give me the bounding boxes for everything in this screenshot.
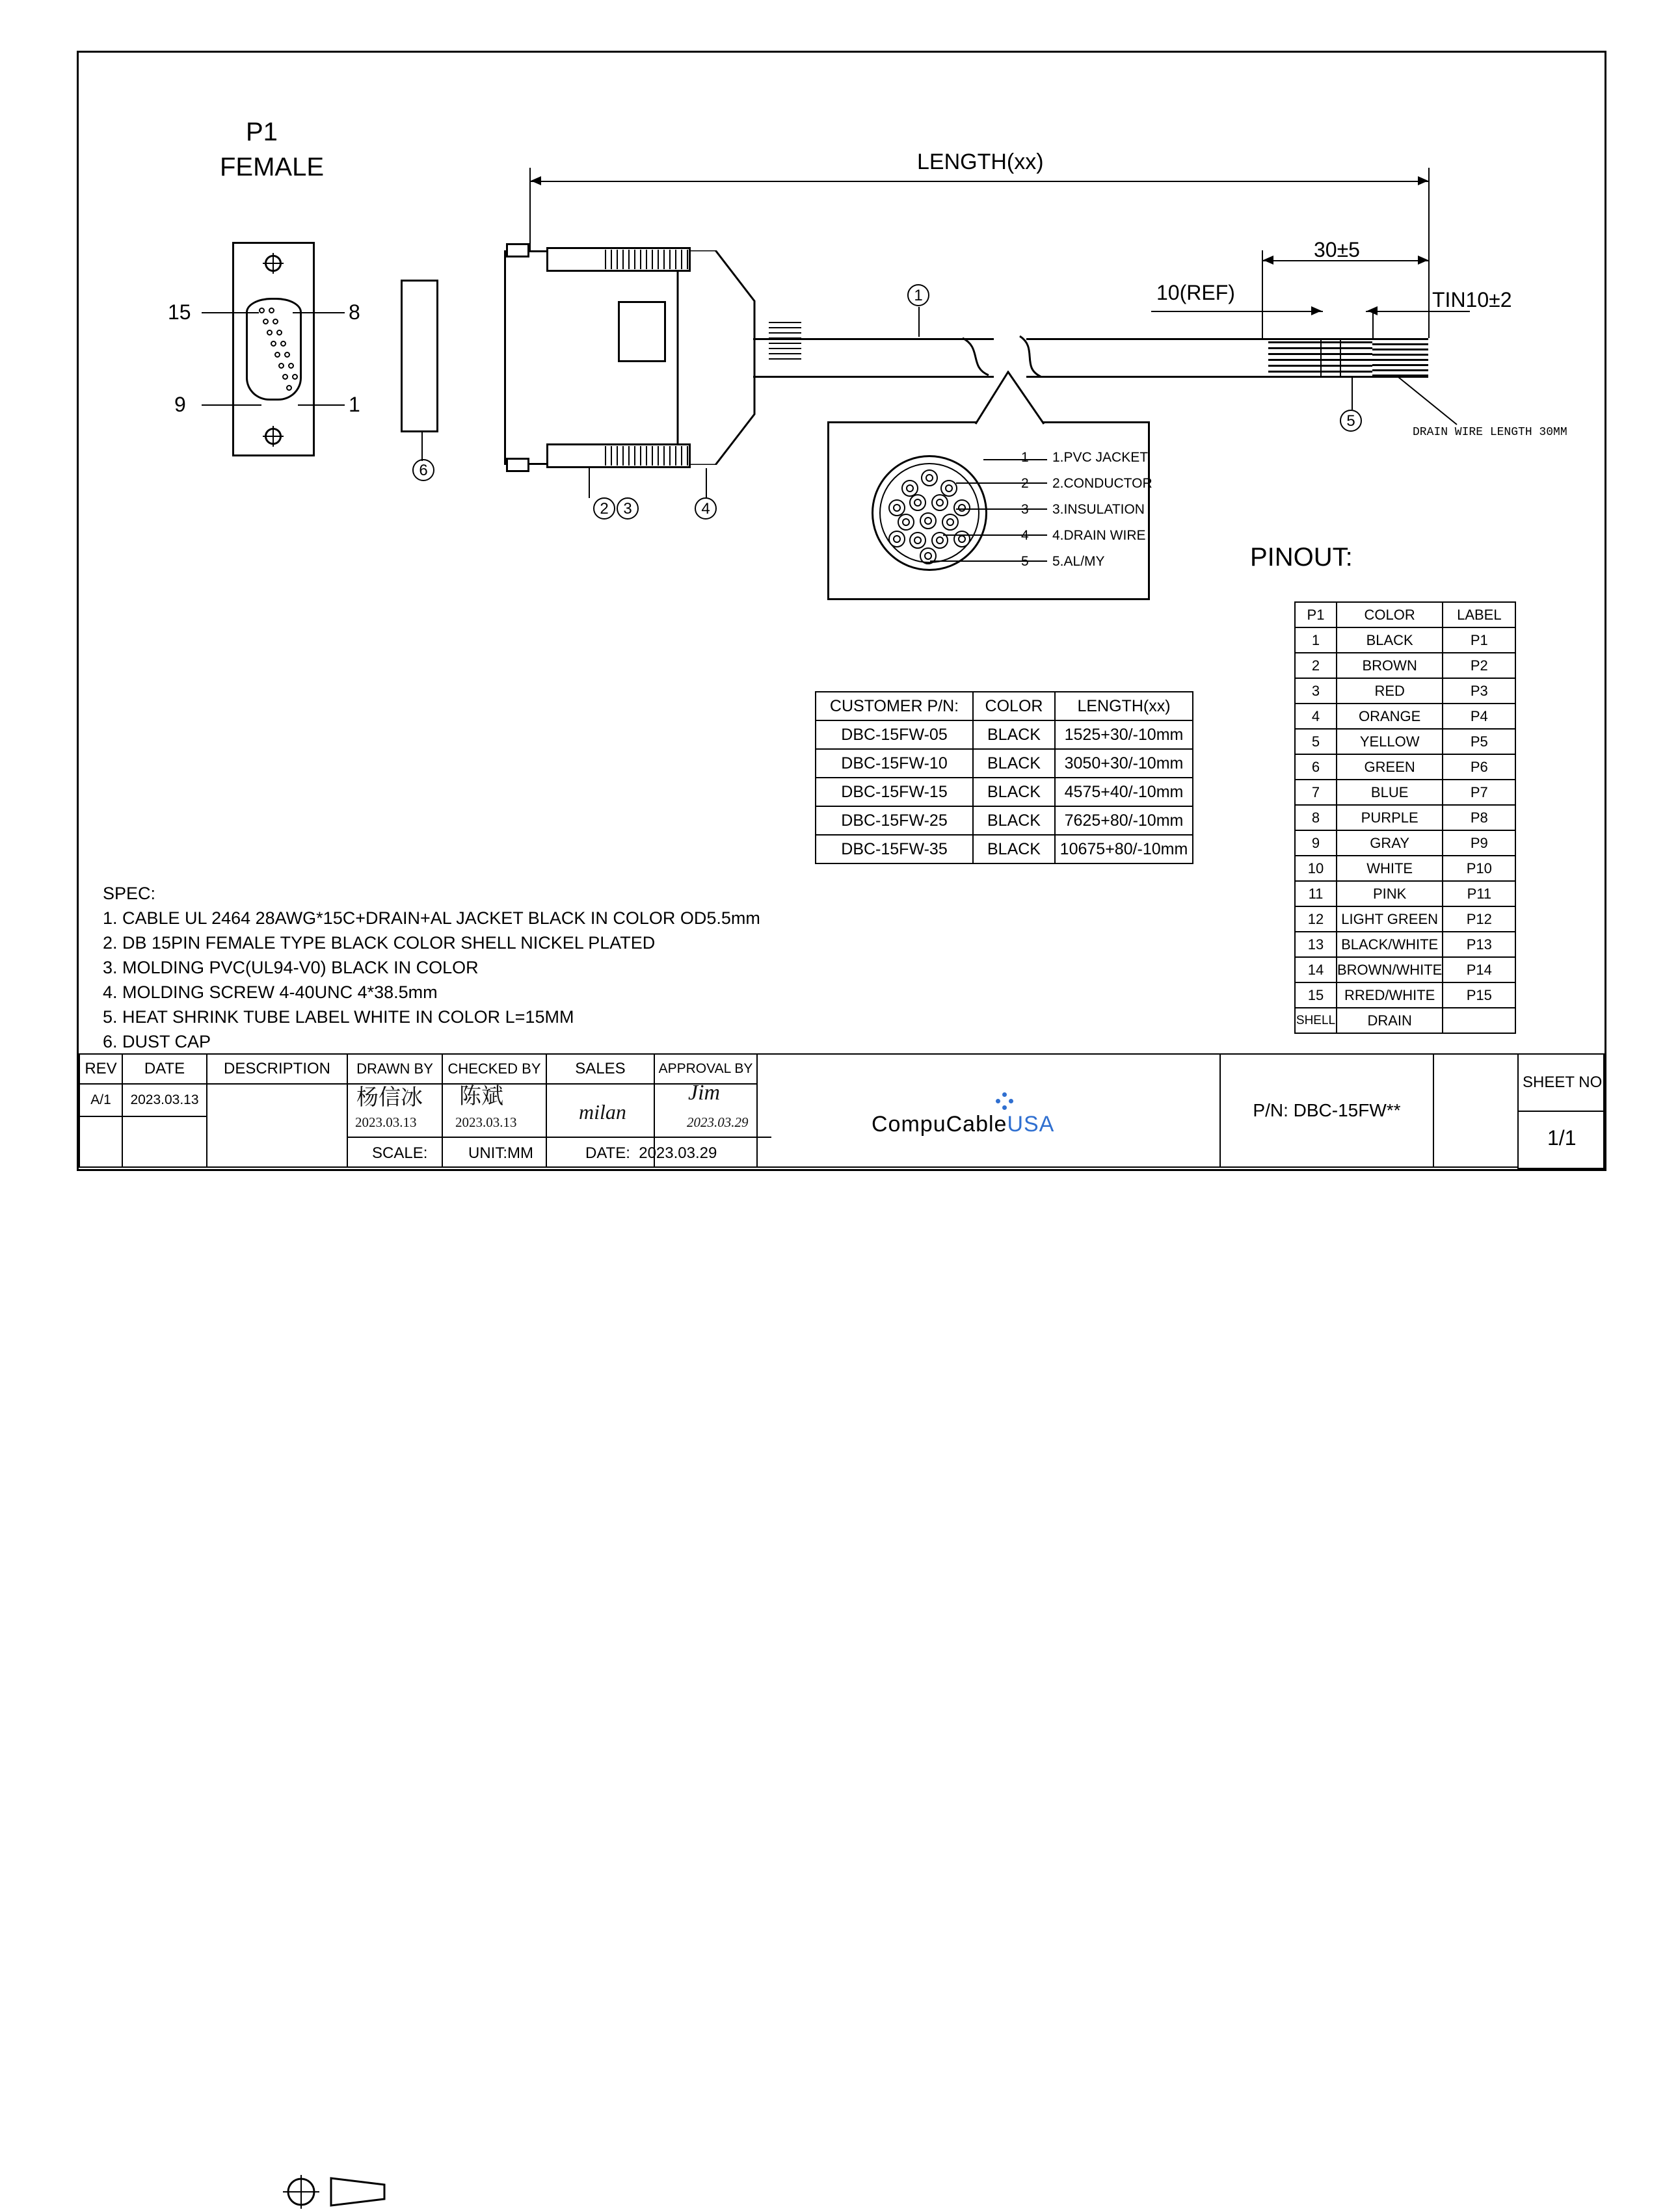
spec-line-4: 4. MOLDING SCREW 4-40UNC 4*38.5mm <box>103 982 438 1002</box>
hood-taper <box>676 250 826 465</box>
cell-color: BLUE <box>1337 780 1443 805</box>
cell-pin: 4 <box>1295 704 1337 729</box>
tb-part-number: P/N: DBC-15FW** <box>1219 1053 1434 1168</box>
cell-length: 1525+30/-10mm <box>1055 720 1193 749</box>
signature-checked-date: 2023.03.13 <box>455 1114 517 1130</box>
xsec-leader-1 <box>983 459 1047 460</box>
balloon-2: 2 <box>593 497 615 520</box>
cell-label: P13 <box>1443 932 1515 957</box>
tb-description-value <box>206 1083 348 1168</box>
cell-pn: DBC-15FW-05 <box>816 720 973 749</box>
spec-block <box>103 881 760 1054</box>
cell-color: GREEN <box>1337 754 1443 780</box>
table-row <box>1295 653 1515 678</box>
dim30-arrow-right <box>1418 256 1428 265</box>
cell-pn: DBC-15FW-10 <box>816 749 973 778</box>
th-length: LENGTH(xx) <box>1055 692 1193 720</box>
screw-hole-top <box>265 255 282 272</box>
cell-pin: 3 <box>1295 678 1337 704</box>
drain-wire-note: DRAIN WIRE LENGTH 30MM <box>1413 426 1567 439</box>
xsec-leader-3 <box>956 508 1047 510</box>
company-logo-suffix: USA <box>1007 1112 1055 1137</box>
cell-color: RED <box>1337 678 1443 704</box>
projection-symbol-icon <box>280 2172 417 2212</box>
th-label: LABEL <box>1443 602 1515 627</box>
pinout-table <box>1294 601 1516 1034</box>
cell-label: P1 <box>1443 627 1515 653</box>
balloon-leader-4 <box>706 468 707 498</box>
cell-color: GRAY <box>1337 830 1443 856</box>
spec-line-6: 6. DUST CAP <box>103 1032 211 1051</box>
cell-color: PINK <box>1337 881 1443 906</box>
cell-pn: DBC-15FW-15 <box>816 778 973 806</box>
cross-section-callout <box>937 371 1067 426</box>
tb-header-rev: REV <box>79 1053 123 1085</box>
table-row <box>816 806 1193 835</box>
cell-color: BROWN <box>1337 653 1443 678</box>
cell-pin: 12 <box>1295 906 1337 932</box>
pin-label-15: 15 <box>168 300 191 324</box>
signature-drawn: 杨信冰 <box>356 1086 423 1110</box>
tb-header-sales: SALES <box>546 1053 655 1085</box>
table-row <box>1295 754 1515 780</box>
balloon-1-leader <box>918 307 920 337</box>
balloon-3: 3 <box>617 497 639 520</box>
signature-sales: milan <box>579 1100 626 1124</box>
balloon-4: 4 <box>695 497 717 520</box>
tin-tip <box>1372 338 1428 376</box>
tin-ext <box>1372 311 1374 339</box>
screw-top-thread <box>605 250 688 269</box>
pin-label-9: 9 <box>174 393 186 416</box>
spec-line-2: 2. DB 15PIN FEMALE TYPE BLACK COLOR SHELL NICKEL PLATED <box>103 933 656 953</box>
pin-label-1: 1 <box>349 393 360 416</box>
cell-pin: 2 <box>1295 653 1337 678</box>
table-row <box>816 720 1193 749</box>
tb-bottom-divider <box>347 1137 771 1138</box>
table-row <box>1295 627 1515 653</box>
connector-title-p1: P1 <box>246 118 278 146</box>
cell-label: P14 <box>1443 957 1515 982</box>
table-row <box>1295 729 1515 754</box>
cell-color: BLACK <box>973 778 1055 806</box>
right-cable-bottom <box>1026 376 1428 378</box>
cell-color: BLACK <box>973 835 1055 863</box>
strip-line-1 <box>1320 338 1322 376</box>
spec-line-1: 1. CABLE UL 2464 28AWG*15C+DRAIN+AL JACKET BLACK IN COLOR OD5.5mm <box>103 908 760 928</box>
lead-15 <box>202 312 259 313</box>
dim-10-ref: 10(REF) <box>1156 281 1235 304</box>
dim-tin: TIN10±2 <box>1432 288 1512 311</box>
cell-color: BROWN/WHITE <box>1337 957 1443 982</box>
screw-hole-bottom <box>265 428 282 445</box>
balloon-5: 5 <box>1340 410 1362 432</box>
cell-color: BLACK <box>973 749 1055 778</box>
cell-pin: SHELL <box>1295 1008 1337 1033</box>
lead-8 <box>293 312 345 313</box>
spec-line-5: 5. HEAT SHRINK TUBE LABEL WHITE IN COLOR L=15MM <box>103 1007 574 1027</box>
cell-label: P12 <box>1443 906 1515 932</box>
table-row <box>816 749 1193 778</box>
cell-color: YELLOW <box>1337 729 1443 754</box>
table-header-row <box>816 692 1193 720</box>
cell-color: LIGHT GREEN <box>1337 906 1443 932</box>
right-cable-top <box>1026 338 1428 340</box>
lead-1 <box>298 404 345 406</box>
table-row <box>1295 830 1515 856</box>
dust-cap-leader <box>421 432 423 461</box>
signature-approval: Jim <box>688 1081 721 1105</box>
table-row <box>1295 678 1515 704</box>
cell-label: P6 <box>1443 754 1515 780</box>
xsec-leader-2 <box>956 482 1047 484</box>
cell-pin: 5 <box>1295 729 1337 754</box>
length-arrow-right <box>1418 176 1428 185</box>
signature-drawn-date: 2023.03.13 <box>355 1114 417 1130</box>
cell-label: P2 <box>1443 653 1515 678</box>
tb-header-drawn-by: DRAWN BY <box>347 1053 443 1085</box>
table-row <box>1295 932 1515 957</box>
cell-label: P11 <box>1443 881 1515 906</box>
cell-label: P7 <box>1443 780 1515 805</box>
cell-color: BLACK <box>1337 627 1443 653</box>
tb-date-label: DATE: 2023.03.29 <box>585 1144 717 1162</box>
dim10-line <box>1151 311 1323 312</box>
tb-rev-value: A/1 <box>79 1083 123 1117</box>
table-row <box>1295 856 1515 881</box>
table-row <box>1295 704 1515 729</box>
cell-color: BLACK <box>973 806 1055 835</box>
signature-approval-date: 2023.03.29 <box>687 1114 749 1130</box>
drawing-sheet: P1 FEMALE 15 8 9 1 6 2 3 4 1 LENGTH(xx) 30±5 10(REF) TIN10±2 5 DRAIN WIRE LENGTH 30MM 1 1.PVC JACKET 2 2.CONDUCTOR 3 3.INSULATION 4 4.DRAIN WIRE 5 5.AL/MY CUSTOMER P/N: COLOR LENGTH(xx) DBC-15FW-05 BLACK 1525+30/-10mm DBC-15FW-10 BLACK 3050+30/-10mm DBC-15FW-15 BLACK 4575+40/-10mm DBC-15FW-25 BLACK 7625+80/-10mm DBC-15FW-35 BLACK 10675+80/-10mm PINOUT: P1 COLOR LABEL 1 BLACK P1 2 BROWN P2 3 RED P3 4 ORANGE P4 5 YELLOW P5 6 GREEN P6 7 BLUE P7 8 PURPLE P8 9 GRAY P9 10 WHITE P10 11 PINK P11 12 LIGHT GREEN P12 13 BLACK/WHITE P13 14 BROWN/WHITE P14 15 RRED/WHITE P15 SHELL DRAIN SPEC: 1. CABLE UL 2464 28AWG*15C+DRAIN+AL JACKET BLACK IN COLOR OD5.5mm 2. DB 15PIN FEMALE TYPE BLACK COLOR SHELL NICKEL PLATED 3. MOLDING PVC(UL94-V0) BLACK IN COLOR 4. MOLDING SCREW 4-40UNC 4*38.5mm 5. HEAT SHRINK TUBE LABEL WHITE IN COLOR L=15MM 6. DUST CAP REV A/1 DATE 2023.03.13 DESCRIPTION DRAWN BY CHECKED BY SALES APPROVAL BY P/N: DBC-15FW** SHEET NO. 1/1 SCALE: UNIT:MM DATE: 2023.03.29 杨信冰 2023.03.13 陈斌 2023.03.13 milan Jim 2023.03.29 CompuCableUSA <box>0 0 1665 1198</box>
tb-company-logo-cell <box>756 1053 1221 1168</box>
cell-label: P8 <box>1443 805 1515 830</box>
dim30-ext-right <box>1428 250 1430 338</box>
th-color: COLOR <box>1337 602 1443 627</box>
cell-pn: DBC-15FW-25 <box>816 806 973 835</box>
cell-color: BLACK <box>973 720 1055 749</box>
tb-header-sheet-no-cell <box>1517 1053 1605 1112</box>
cell-pin: 6 <box>1295 754 1337 780</box>
table-row <box>1295 881 1515 906</box>
th-customer-pn: CUSTOMER P/N: <box>816 692 973 720</box>
cell-pn: DBC-15FW-35 <box>816 835 973 863</box>
cell-color: RRED/WHITE <box>1337 982 1443 1008</box>
screw-top-head <box>506 243 529 257</box>
pinout-title: PINOUT: <box>1250 543 1353 572</box>
cell-label <box>1443 1008 1515 1033</box>
tb-sheet-value-cell <box>1517 1111 1605 1169</box>
cell-label: P10 <box>1443 856 1515 881</box>
table-row <box>1295 805 1515 830</box>
tb-blank-1 <box>1433 1053 1519 1168</box>
company-logo <box>872 1112 1054 1137</box>
cell-pin: 9 <box>1295 830 1337 856</box>
length-dim-line <box>529 181 1430 182</box>
cell-pin: 7 <box>1295 780 1337 805</box>
pin-label-8: 8 <box>349 300 360 324</box>
cell-color: BLACK/WHITE <box>1337 932 1443 957</box>
hood-ribs-frame <box>618 301 666 362</box>
dust-cap <box>401 280 438 432</box>
cell-length: 10675+80/-10mm <box>1055 835 1193 863</box>
cell-label: P9 <box>1443 830 1515 856</box>
lead-9 <box>202 404 261 406</box>
cell-length: 4575+40/-10mm <box>1055 778 1193 806</box>
table-row <box>1295 1008 1515 1033</box>
balloon-6: 6 <box>412 459 434 481</box>
tb-header-sheet-no: SHEET NO. <box>1523 1073 1606 1091</box>
screw-bottom-thread <box>605 446 688 466</box>
tb-header-date: DATE <box>122 1053 207 1085</box>
table-row <box>1295 906 1515 932</box>
screw-bottom-head <box>506 458 529 472</box>
cell-color: PURPLE <box>1337 805 1443 830</box>
balloon-5-leader <box>1352 377 1353 410</box>
dim10-arrow <box>1311 306 1322 315</box>
xsec-leader-5 <box>930 560 1047 562</box>
tb-sheet-value: 1/1 <box>1547 1126 1577 1150</box>
connector-title-female: FEMALE <box>220 153 325 181</box>
tb-date-empty <box>122 1116 207 1168</box>
length-arrow-left <box>531 176 541 185</box>
cell-color: WHITE <box>1337 856 1443 881</box>
cell-pin: 8 <box>1295 805 1337 830</box>
cell-length: 7625+80/-10mm <box>1055 806 1193 835</box>
customer-pn-table <box>815 691 1193 864</box>
cell-color: DRAIN <box>1337 1008 1443 1033</box>
dim-30: 30±5 <box>1314 238 1360 261</box>
tb-header-description: DESCRIPTION <box>206 1053 348 1085</box>
tb-header-approval-by: APPROVAL BY <box>654 1053 758 1085</box>
table-header-row <box>1295 602 1515 627</box>
tb-unit-label: UNIT:MM <box>468 1144 533 1162</box>
cell-pin: 14 <box>1295 957 1337 982</box>
cell-label: P3 <box>1443 678 1515 704</box>
th-color: COLOR <box>973 692 1055 720</box>
cell-pin: 11 <box>1295 881 1337 906</box>
spec-line-3: 3. MOLDING PVC(UL94-V0) BLACK IN COLOR <box>103 958 479 977</box>
cell-pin: 13 <box>1295 932 1337 957</box>
title-block <box>79 1053 1605 1169</box>
dim30-arrow-left <box>1263 256 1273 265</box>
cell-label: P5 <box>1443 729 1515 754</box>
cell-color: ORANGE <box>1337 704 1443 729</box>
strip-line-2 <box>1340 338 1341 376</box>
th-p1: P1 <box>1295 602 1337 627</box>
balloon-leader-23 <box>589 467 590 498</box>
length-label: LENGTH(xx) <box>917 150 1044 174</box>
cell-label: P15 <box>1443 982 1515 1008</box>
tb-rev-empty <box>79 1116 123 1168</box>
drain-note-leader <box>1392 374 1476 432</box>
spec-title: SPEC: <box>103 884 156 903</box>
cell-label: P4 <box>1443 704 1515 729</box>
cell-pin: 1 <box>1295 627 1337 653</box>
cell-pin: 10 <box>1295 856 1337 881</box>
table-row <box>816 778 1193 806</box>
table-row <box>1295 982 1515 1008</box>
tb-header-checked-by: CHECKED BY <box>442 1053 547 1085</box>
table-row <box>1295 780 1515 805</box>
neck-ribs <box>769 322 801 361</box>
xsec-leader-4 <box>943 534 1047 536</box>
tb-date-value: 2023.03.13 <box>122 1083 207 1117</box>
cell-pin: 15 <box>1295 982 1337 1008</box>
balloon-1: 1 <box>907 284 929 306</box>
tb-scale-label: SCALE: <box>372 1144 428 1162</box>
cell-length: 3050+30/-10mm <box>1055 749 1193 778</box>
company-logo-main: CompuCable <box>872 1112 1007 1137</box>
table-row <box>816 835 1193 863</box>
signature-checked: 陈斌 <box>459 1085 503 1109</box>
table-row <box>1295 957 1515 982</box>
